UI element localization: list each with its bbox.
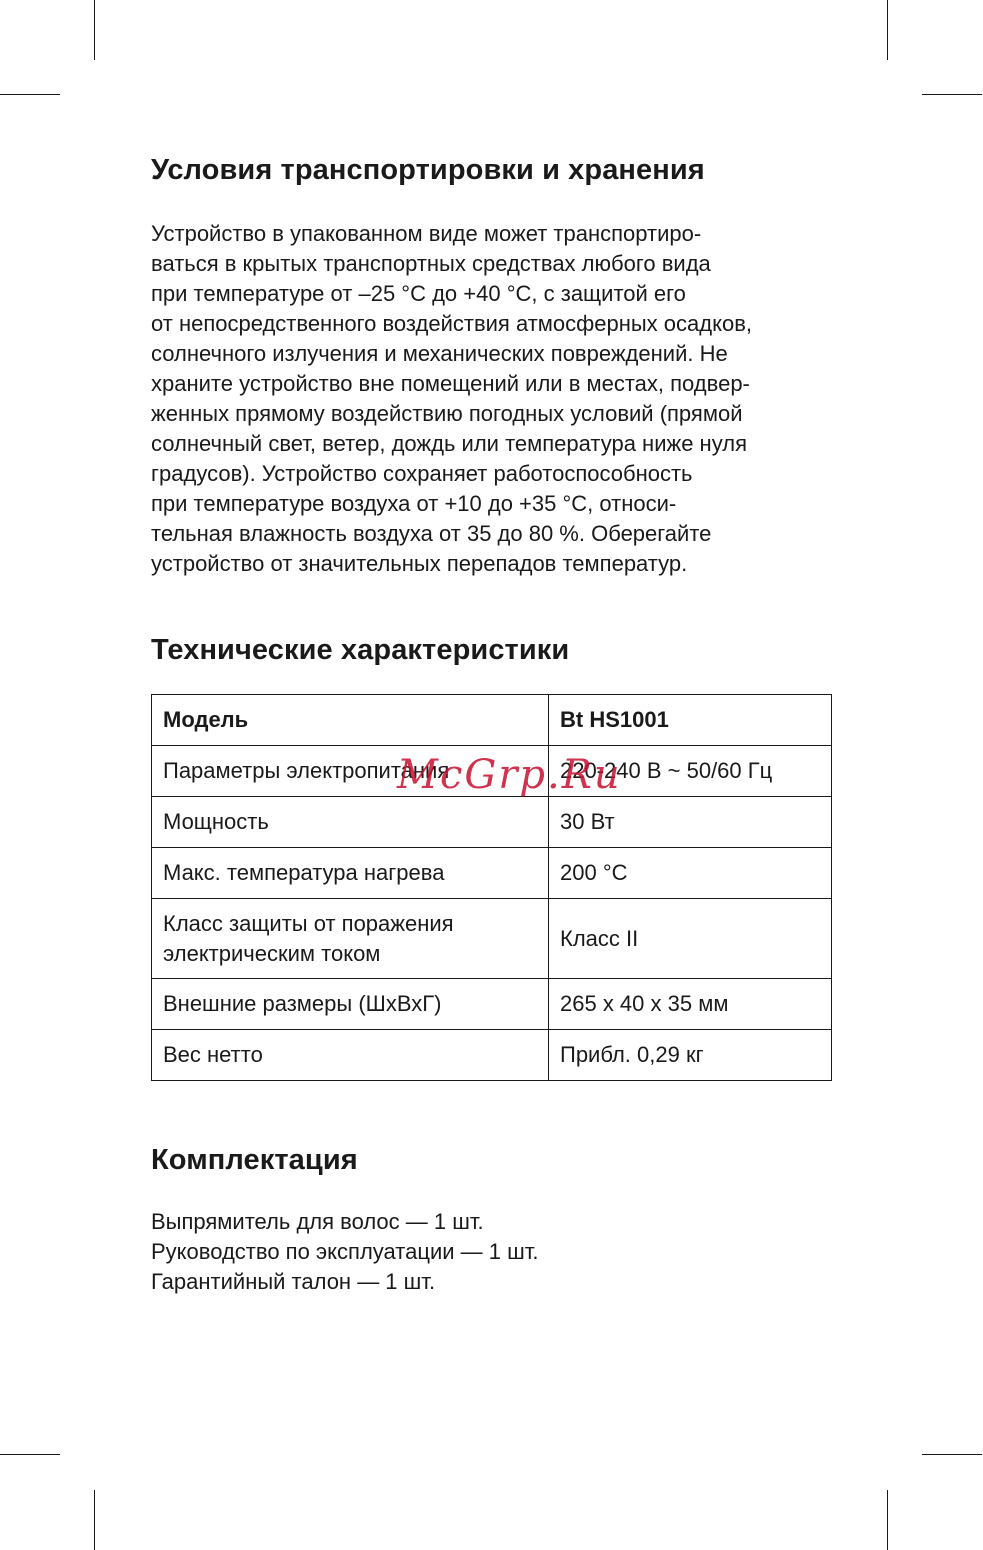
spec-label: Параметры электропитания — [152, 746, 549, 797]
spec-value: Bt HS1001 — [549, 695, 832, 746]
transport-paragraph — [151, 219, 841, 579]
list-item: Руководство по эксплуатации — 1 шт. — [151, 1239, 539, 1264]
paragraph-line: устройство от значительных перепадов температур. — [151, 551, 688, 576]
list-item: Выпрямитель для волос — 1 шт. — [151, 1209, 484, 1234]
crop-mark-bottom-left-vertical — [94, 1490, 95, 1550]
list-item: Гарантийный талон — 1 шт. — [151, 1269, 436, 1294]
crop-mark-top-left-vertical — [94, 0, 95, 60]
paragraph-line: Устройство в упакованном виде может транспортиро- — [151, 221, 702, 246]
spec-label: Макс. температура нагрева — [152, 848, 549, 899]
paragraph-line: храните устройство вне помещений или в местах, подвер- — [151, 371, 750, 396]
spec-value: Прибл. 0,29 кг — [549, 1030, 832, 1081]
transport-heading: Условия транспортировки и хранения — [151, 154, 705, 186]
spec-label: Вес нетто — [152, 1030, 549, 1081]
crop-mark-bottom-left-horizontal — [0, 1454, 60, 1455]
spec-value: 265 х 40 х 35 мм — [549, 979, 832, 1030]
table-row — [152, 848, 832, 899]
paragraph-line: при температуре от –25 °С до +40 °С, с защитой его — [151, 281, 686, 306]
paragraph-line: солнечный свет, ветер, дождь или температура ниже нуля — [151, 431, 747, 456]
spec-label: Модель — [152, 695, 549, 746]
spec-label — [152, 899, 549, 979]
paragraph-line: женных прямому воздействию погодных условий (прямой — [151, 401, 743, 426]
crop-mark-top-right-horizontal — [922, 94, 982, 95]
crop-mark-top-right-vertical — [887, 0, 888, 60]
table-row — [152, 797, 832, 848]
package-heading: Комплектация — [151, 1144, 358, 1176]
spec-value: Класс II — [549, 899, 832, 979]
paragraph-line: при температуре воздуха от +10 до +35 °С, относи- — [151, 491, 677, 516]
crop-mark-bottom-right-vertical — [887, 1490, 888, 1550]
package-list — [151, 1207, 841, 1297]
table-row — [152, 1030, 832, 1081]
spec-label: Внешние размеры (ШхВхГ) — [152, 979, 549, 1030]
paragraph-line: солнечного излучения и механических повреждений. Не — [151, 341, 728, 366]
crop-mark-bottom-right-horizontal — [922, 1454, 982, 1455]
spec-label-line: электрическим током — [163, 940, 381, 966]
spec-label: Мощность — [152, 797, 549, 848]
table-row — [152, 899, 832, 979]
spec-value: 30 Вт — [549, 797, 832, 848]
spec-label-line: Класс защиты от поражения — [163, 910, 454, 936]
table-row — [152, 695, 832, 746]
paragraph-line: ваться в крытых транспортных средствах любого вида — [151, 251, 711, 276]
specs-heading: Технические характеристики — [151, 634, 570, 666]
paragraph-line: тельная влажность воздуха от 35 до 80 %. Оберегайте — [151, 521, 712, 546]
paragraph-line: от непосредственного воздействия атмосферных осадков, — [151, 311, 752, 336]
watermark-logo: McGrp.Ru — [397, 752, 622, 798]
spec-value: 220-240 В ~ 50/60 Гц — [549, 746, 832, 797]
crop-mark-top-left-horizontal — [0, 94, 60, 95]
spec-value: 200 °С — [549, 848, 832, 899]
paragraph-line: градусов). Устройство сохраняет работоспособность — [151, 461, 693, 486]
table-row — [152, 979, 832, 1030]
